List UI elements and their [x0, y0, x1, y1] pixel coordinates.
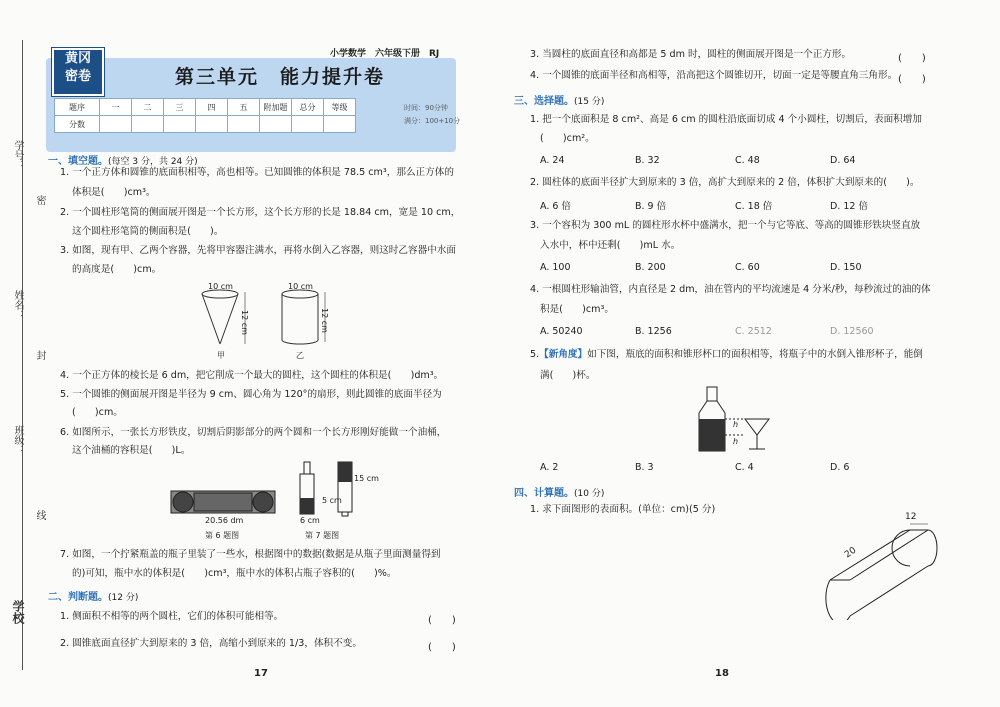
score-cell: 四 [196, 99, 228, 116]
score-cell: 三 [164, 99, 196, 116]
choice-1-line-2: ( )cm²。 [540, 133, 595, 144]
question-5-line-2: ( )cm。 [72, 407, 123, 418]
option-b[interactable]: B. 1256 [635, 326, 672, 337]
answer-bracket[interactable]: ( ) [428, 642, 456, 653]
question-7-line-1: 7. 如图，一个拧紧瓶盖的瓶子里装了一些水，根据图中的数据(数据是从瓶子里面测量得到 [60, 549, 441, 560]
sheet-length-label: 20.56 dm [205, 516, 244, 525]
choice-5-line-1: 5.【新角度】如下图，瓶底的面积和锥形杯口的面积相等，将瓶子中的水倒入锥形杯子，能倒 [530, 349, 923, 360]
section-note: (15 分) [574, 97, 605, 107]
option-c[interactable]: C. 48 [735, 155, 760, 166]
cone-container [202, 290, 245, 344]
length-label: 20 [843, 545, 859, 561]
bottle-water-height-label: 5 cm [322, 496, 342, 505]
publisher-logo [52, 48, 104, 96]
question-2-line-1: 2. 一个圆柱形笔筒的侧面展开图是一个长方形，这个长方形的长是 18.84 cm，宽是 10 cm， [60, 207, 461, 218]
cylinder-caption: 乙 [296, 351, 304, 360]
logo-line-1: 黄冈 [64, 51, 91, 66]
option-d[interactable]: D. 12560 [830, 326, 874, 337]
score-input[interactable] [292, 116, 324, 133]
page-title: 第三单元 能力提升卷 [174, 66, 385, 88]
cylinder-height-label: 12 cm [320, 308, 329, 333]
subject-label: 小学数学 六年级下册 RJ [330, 49, 440, 59]
choice-4-line-1: 4. 一根圆柱形输油管，内直径是 2 dm，油在管内的平均流速是 4 分米/秒，每秒流过的油的体 [530, 284, 931, 295]
section-choice [514, 92, 604, 107]
option-c[interactable]: C. 18 倍 [735, 201, 773, 212]
choice-3-line-2: 入水中，杯中还剩( )mL 水。 [540, 240, 681, 251]
choice-5-line-2: 满( )杯。 [540, 370, 596, 381]
score-value-row [55, 116, 356, 133]
choice-1-line-1: 1. 把一个底面积是 8 cm²、高是 6 cm 的圆柱沿底面切成 4 个小圆柱，切割后，表面积增加 [530, 114, 922, 125]
score-cell: 总分 [292, 99, 324, 116]
question-6-line-1: 6. 如图所示，一张长方形铁皮，切割后阴影部分的两个圆和一个长方形刚好能做一个油桶， [60, 427, 447, 438]
judge-3: 3. 当圆柱的底面直径和高都是 5 dm 时，圆柱的侧面展开图是一个正方形。 [530, 49, 852, 60]
option-d[interactable]: D. 64 [830, 155, 856, 166]
question-3-line-2: 的高度是( )cm。 [72, 264, 162, 275]
answer-bracket[interactable]: ( ) [898, 74, 926, 85]
full-score: 满分：100+10分 [404, 117, 461, 125]
time-info [404, 102, 460, 128]
cone-diameter-label: 10 cm [208, 282, 233, 291]
section-title: 一、填空题。 [48, 156, 108, 167]
question-4: 4. 一个正方体的棱长是 6 dm，把它削成一个最大的圆柱，这个圆柱的体积是( )dm³。 [60, 370, 444, 381]
score-input[interactable] [164, 116, 196, 133]
option-b[interactable]: B. 32 [635, 155, 660, 166]
judge-4: 4. 一个圆锥的底面半径和高相等，沿高把这个圆锥切开，切面一定是等腰直角三角形。 [530, 70, 898, 81]
cone-caption: 甲 [217, 351, 225, 360]
option-d[interactable]: D. 6 [830, 462, 850, 473]
question-6-line-2: 这个油桶的容积是( )L。 [72, 445, 191, 456]
bottle-figure [298, 460, 368, 518]
choice-5-text: 如下图，瓶底的面积和锥形杯口的面积相等，将瓶子中的水倒入锥形杯子，能倒 [587, 349, 923, 360]
choice-4-line-2: 积是( )cm³。 [540, 304, 614, 315]
score-cell: 五 [228, 99, 260, 116]
figure-7-caption: 第 7 题图 [305, 531, 340, 540]
question-7-line-2: 的)可知，瓶中水的体积是( )cm³，瓶中水的体积占瓶子容积的( )%。 [72, 568, 397, 579]
page-number-left: 17 [254, 668, 268, 679]
question-5-line-1: 5. 一个圆锥的侧面展开图是半径为 9 cm、圆心角为 120°的扇形，则此圆锥的底面半径为 [60, 389, 442, 400]
school-label: 学校 [11, 600, 25, 624]
score-cell: 等级 [324, 99, 356, 116]
score-cell: 一 [100, 99, 132, 116]
judge-1: 1. 侧面积不相等的两个圆柱，它们的体积可能相等。 [60, 611, 284, 622]
score-table [54, 98, 356, 133]
answer-bracket[interactable]: ( ) [428, 615, 456, 626]
question-1-line-2: 体积是( )cm³。 [72, 187, 156, 198]
page-number-right: 18 [715, 668, 729, 679]
score-input[interactable] [132, 116, 164, 133]
calculation-1: 1. 求下面图形的表面积。(单位：cm)(5 分) [530, 504, 716, 515]
cylinder-container [282, 290, 325, 344]
option-c[interactable]: C. 60 [735, 262, 760, 273]
cone-height-label: 12 cm [240, 310, 249, 335]
time-limit: 时间：90分钟 [404, 104, 448, 112]
section-title: 四、计算题。 [514, 488, 574, 499]
score-input[interactable] [260, 116, 292, 133]
section-note: (12 分) [108, 593, 139, 603]
id-label: 学号： [12, 140, 23, 170]
option-c[interactable]: C. 2512 [735, 326, 772, 337]
width-label: 12 [905, 512, 917, 522]
option-b[interactable]: B. 9 倍 [635, 201, 667, 212]
class-label: 班级： [12, 425, 23, 455]
section-calculation [514, 484, 604, 499]
option-d[interactable]: D. 12 倍 [830, 201, 868, 212]
logo-line-2: 密卷 [64, 69, 91, 84]
name-label: 姓名： [12, 290, 23, 320]
option-a[interactable]: A. 24 [540, 155, 565, 166]
cylinder-diameter-label: 10 cm [288, 282, 313, 291]
judge-2: 2. 圆锥底面直径扩大到原来的 3 倍，高缩小到原来的 1/3，体积不变。 [60, 638, 362, 649]
score-header-row [55, 99, 356, 116]
option-d[interactable]: D. 150 [830, 262, 862, 273]
score-input[interactable] [228, 116, 260, 133]
question-1-line-1: 1. 一个正方体和圆锥的底面积相等，高也相等。已知圆锥的体积是 78.5 cm³，那么正方体的 [60, 167, 454, 178]
option-a[interactable]: A. 100 [540, 262, 571, 273]
choice-2: 2. 圆柱体的底面半径扩大到原来的 3 倍，高扩大到原来的 2 倍，体积扩大到原来的( )。 [530, 177, 920, 188]
score-cell: 题序 [55, 99, 100, 116]
score-cell: 分数 [55, 116, 100, 133]
score-cell: 二 [132, 99, 164, 116]
section-title: 三、选择题。 [514, 96, 574, 107]
option-a[interactable]: A. 50240 [540, 326, 583, 337]
half-cylinder-figure [820, 520, 950, 620]
option-c[interactable]: C. 4 [735, 462, 754, 473]
choice-3-line-1: 3. 一个容积为 300 mL 的圆柱形水杯中盛满水，把一个与它等底、等高的圆锥形铁块竖直放 [530, 220, 921, 231]
seal-mark-2: 封 [34, 350, 45, 360]
section-true-false [48, 588, 138, 603]
bottle-inverted-height-label: 15 cm [354, 474, 379, 483]
option-b[interactable]: B. 3 [635, 462, 654, 473]
question-2-line-2: 这个圆柱形笔筒的侧面积是( )。 [72, 226, 224, 237]
answer-bracket[interactable]: ( ) [898, 53, 926, 64]
option-a[interactable]: A. 2 [540, 462, 559, 473]
score-input[interactable] [196, 116, 228, 133]
section-note: (10 分) [574, 489, 605, 499]
score-input[interactable] [100, 116, 132, 133]
cup-height-label: h [733, 437, 739, 446]
option-a[interactable]: A. 6 倍 [540, 201, 571, 212]
option-b[interactable]: B. 200 [635, 262, 666, 273]
seal-mark: 密 [34, 195, 45, 205]
binding-line [22, 40, 23, 670]
bottle-width-label: 6 cm [300, 516, 320, 525]
score-input[interactable] [324, 116, 356, 133]
figure-6-caption: 第 6 题图 [205, 531, 240, 540]
water-height-label: h [733, 420, 739, 429]
iron-sheet-figure [170, 488, 280, 518]
new-angle-tag: 【新角度】 [539, 349, 588, 360]
seal-mark-3: 线 [34, 510, 45, 520]
question-3-line-1: 3. 如图，现有甲、乙两个容器，先将甲容器注满水，再将水倒入乙容器，则这时乙容器中水面 [60, 245, 456, 256]
score-cell: 附加题 [260, 99, 292, 116]
section-note: (每空 3 分，共 24 分) [108, 157, 198, 167]
section-title: 二、判断题。 [48, 592, 108, 603]
